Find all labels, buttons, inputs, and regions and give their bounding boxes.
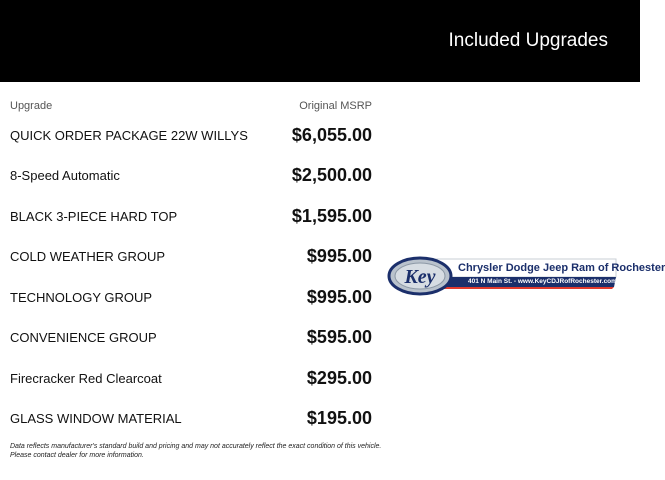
table-row [10,115,372,156]
upgrade-price: $995.00 [306,246,372,267]
page-header [0,0,640,82]
table-row [10,196,372,237]
table-row [10,318,372,359]
disclaimer [10,442,390,460]
upgrade-price: $195.00 [306,408,372,429]
upgrade-name: GLASS WINDOW MATERIAL [10,411,182,427]
upgrade-name: COLD WEATHER GROUP [10,249,166,265]
upgrade-price: $595.00 [306,327,372,348]
upgrade-price: $6,055.00 [291,124,372,145]
dealer-logo [388,256,665,296]
table-rows [10,115,372,439]
table-row [10,277,372,318]
column-header-msrp: Original MSRP [299,100,372,112]
table-row [10,399,372,440]
upgrade-price: $2,500.00 [291,165,372,186]
table-header [10,98,372,114]
upgrade-price: $995.00 [306,286,372,307]
upgrade-name: QUICK ORDER PACKAGE 22W WILLYS [10,127,248,143]
logo-wordmark: Key [404,266,436,288]
upgrade-price: $1,595.00 [291,205,372,226]
header-title: Included Upgrades [448,30,608,51]
dealer-name: Chrysler Dodge Jeep Ram of Rochester [458,262,665,274]
upgrade-name: BLACK 3-PIECE HARD TOP [10,208,178,224]
disclaimer-line-2: Please contact dealer for more information. [10,452,144,459]
column-header-upgrade: Upgrade [10,100,53,112]
upgrade-name: 8-Speed Automatic [10,168,120,184]
upgrade-name: Firecracker Red Clearcoat [10,370,162,386]
table-row [10,156,372,197]
table-row [10,237,372,278]
disclaimer-line-1: Data reflects manufacturer's standard build and pricing and may not accurately reflect the exact condition of this vehicle. [10,443,382,450]
upgrade-name: CONVENIENCE GROUP [10,330,157,346]
upgrade-price: $295.00 [306,367,372,388]
dealer-address: 401 N Main St. - www.KeyCDJRofRochester.com [468,278,617,285]
upgrade-name: TECHNOLOGY GROUP [10,289,153,305]
upgrades-table [10,98,372,429]
table-row [10,358,372,399]
